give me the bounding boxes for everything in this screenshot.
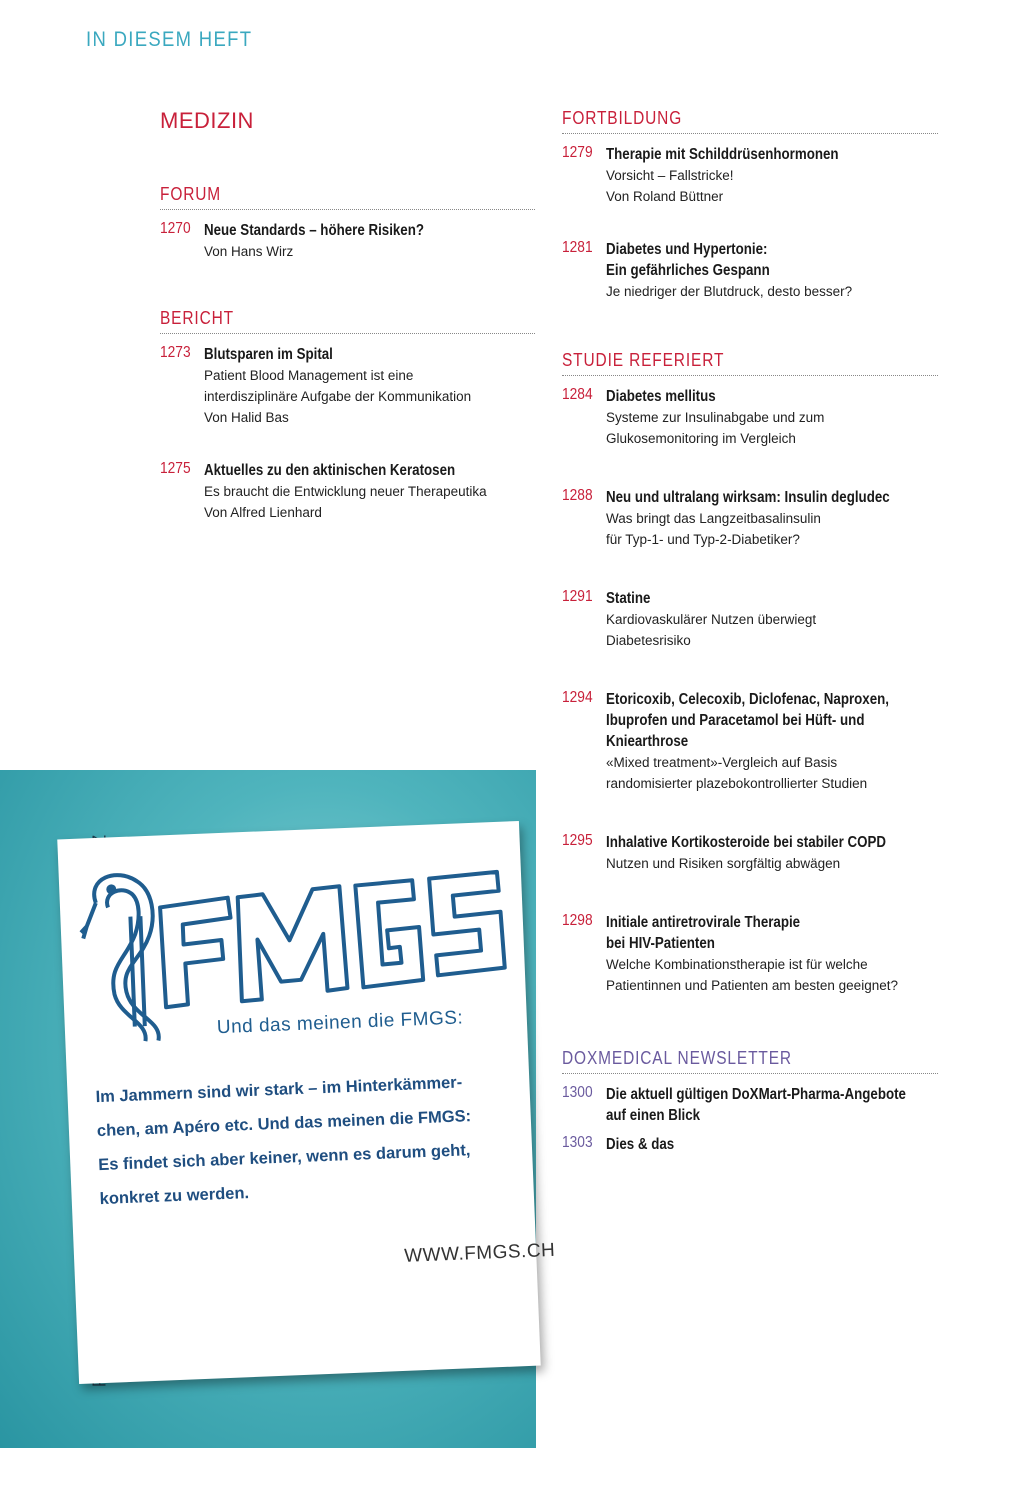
- page-number: 1281: [562, 239, 593, 256]
- entry-title: Statine: [606, 590, 651, 607]
- entry-title: Dies & das: [606, 1136, 675, 1153]
- page-number: 1270: [160, 220, 191, 237]
- section-title-forum: FORUM: [160, 184, 535, 210]
- entry-subtitle: für Typ-1- und Typ-2-Diabetiker?: [606, 532, 800, 547]
- right-column: [562, 108, 938, 1163]
- section-title-fortbildung: FORTBILDUNG: [562, 108, 938, 134]
- toc-entry[interactable]: [562, 1134, 938, 1155]
- entry-title: Initiale antiretrovirale Therapie: [606, 914, 801, 931]
- entry-subtitle: Nutzen und Risiken sorgfältig abwägen: [606, 856, 841, 871]
- entry-title: Neue Standards – höhere Risiken?: [204, 222, 425, 239]
- entry-title: Ein gefährliches Gespann: [606, 262, 770, 279]
- entry-subtitle: Was bringt das Langzeitbasalinsulin: [606, 511, 821, 526]
- entry-title: Etoricoxib, Celecoxib, Diclofenac, Naproxen,: [606, 691, 889, 708]
- entry-title: Therapie mit Schilddrüsenhormonen: [606, 146, 839, 163]
- main-section-title: MEDIZIN: [160, 108, 254, 133]
- section-title-bericht: BERICHT: [160, 308, 535, 334]
- left-column: [160, 108, 535, 531]
- page-number: 1303: [562, 1134, 593, 1151]
- entry-subtitle: randomisierter plazebokontrollierter Studien: [606, 776, 868, 791]
- entry-title: Ibuprofen und Paracetamol bei Hüft- und: [606, 712, 865, 729]
- ad-card: [57, 821, 556, 1384]
- page-number: 1294: [562, 689, 593, 706]
- entry-author: Von Roland Büttner: [606, 189, 724, 204]
- entry-title: Die aktuell gültigen DoXMart-Pharma-Angebote: [606, 1086, 906, 1103]
- entry-title: Blutsparen im Spital: [204, 346, 333, 363]
- entry-subtitle: Diabetesrisiko: [606, 633, 691, 648]
- ad-tagline: Und das meinen die FMGS:: [216, 1007, 464, 1039]
- toc-entry[interactable]: [562, 588, 938, 651]
- toc-entry[interactable]: [562, 386, 938, 449]
- entry-subtitle: Je niedriger der Blutdruck, desto besser?: [606, 284, 853, 299]
- entry-subtitle: Systeme zur Insulinabgabe und zum: [606, 410, 825, 425]
- toc-entry[interactable]: [562, 912, 938, 996]
- page-number: 1295: [562, 832, 593, 849]
- page-number: 1273: [160, 344, 191, 361]
- entry-title: auf einen Blick: [606, 1107, 701, 1124]
- page-number: 1298: [562, 912, 593, 929]
- entry-title: bei HIV-Patienten: [606, 935, 715, 952]
- toc-entry[interactable]: [562, 689, 938, 794]
- entry-subtitle: interdisziplinäre Aufgabe der Kommunikation: [204, 389, 472, 404]
- toc-entry[interactable]: [160, 460, 535, 523]
- entry-subtitle: «Mixed treatment»-Vergleich auf Basis: [606, 755, 838, 770]
- entry-author: Von Halid Bas: [204, 410, 289, 425]
- toc-entry[interactable]: [562, 239, 938, 302]
- section-title-studie-referiert: STUDIE REFERIERT: [562, 350, 938, 376]
- entry-subtitle: Patientinnen und Patienten am besten geeignet?: [606, 978, 898, 993]
- entry-title: Diabetes und Hypertonie:: [606, 241, 768, 258]
- entry-title: Aktuelles zu den aktinischen Keratosen: [204, 462, 456, 479]
- entry-title: Kniearthrose: [606, 733, 689, 750]
- page-number: 1288: [562, 487, 593, 504]
- toc-entry[interactable]: [160, 220, 535, 262]
- page-number: 1275: [160, 460, 191, 477]
- entry-author: Von Alfred Lienhard: [204, 505, 322, 520]
- entry-subtitle: Welche Kombinationstherapie ist für welche: [606, 957, 868, 972]
- entry-subtitle: Glukosemonitoring im Vergleich: [606, 431, 796, 446]
- ad-text: Im Jammern sind wir stark – im Hinterkämmer- chen, am Apéro etc. Und das meinen die FMGS: Es findet sich aber keiner, wenn es darum geht, konkret zu werden.: [95, 1073, 472, 1209]
- toc-entry[interactable]: [562, 1084, 938, 1126]
- entry-subtitle: Es braucht die Entwicklung neuer Therapeutika: [204, 484, 487, 499]
- toc-entry[interactable]: [562, 832, 938, 874]
- entry-subtitle: Kardiovaskulärer Nutzen überwiegt: [606, 612, 817, 627]
- entry-title: Inhalative Kortikosteroide bei stabiler COPD: [606, 834, 887, 851]
- entry-title: Diabetes mellitus: [606, 388, 716, 405]
- toc-entry[interactable]: [562, 144, 938, 207]
- toc-entry[interactable]: [160, 344, 535, 428]
- page-header: IN DIESEM HEFT: [86, 28, 253, 51]
- entry-subtitle: Vorsicht – Fallstricke!: [606, 168, 734, 183]
- page-number: 1291: [562, 588, 593, 605]
- page-number: 1300: [562, 1084, 593, 1101]
- entry-subtitle: Patient Blood Management ist eine: [204, 368, 414, 383]
- ad-url-link[interactable]: WWW.FMGS.CH: [403, 1239, 556, 1267]
- toc-entry[interactable]: [562, 487, 938, 550]
- entry-title: Neu und ultralang wirksam: Insulin degludec: [606, 489, 890, 506]
- section-title-doxmedical-newsletter: DOXMEDICAL NEWSLETTER: [562, 1048, 938, 1074]
- entry-subtitle: Von Hans Wirz: [204, 244, 294, 259]
- page-number: 1284: [562, 386, 593, 403]
- page-number: 1279: [562, 144, 593, 161]
